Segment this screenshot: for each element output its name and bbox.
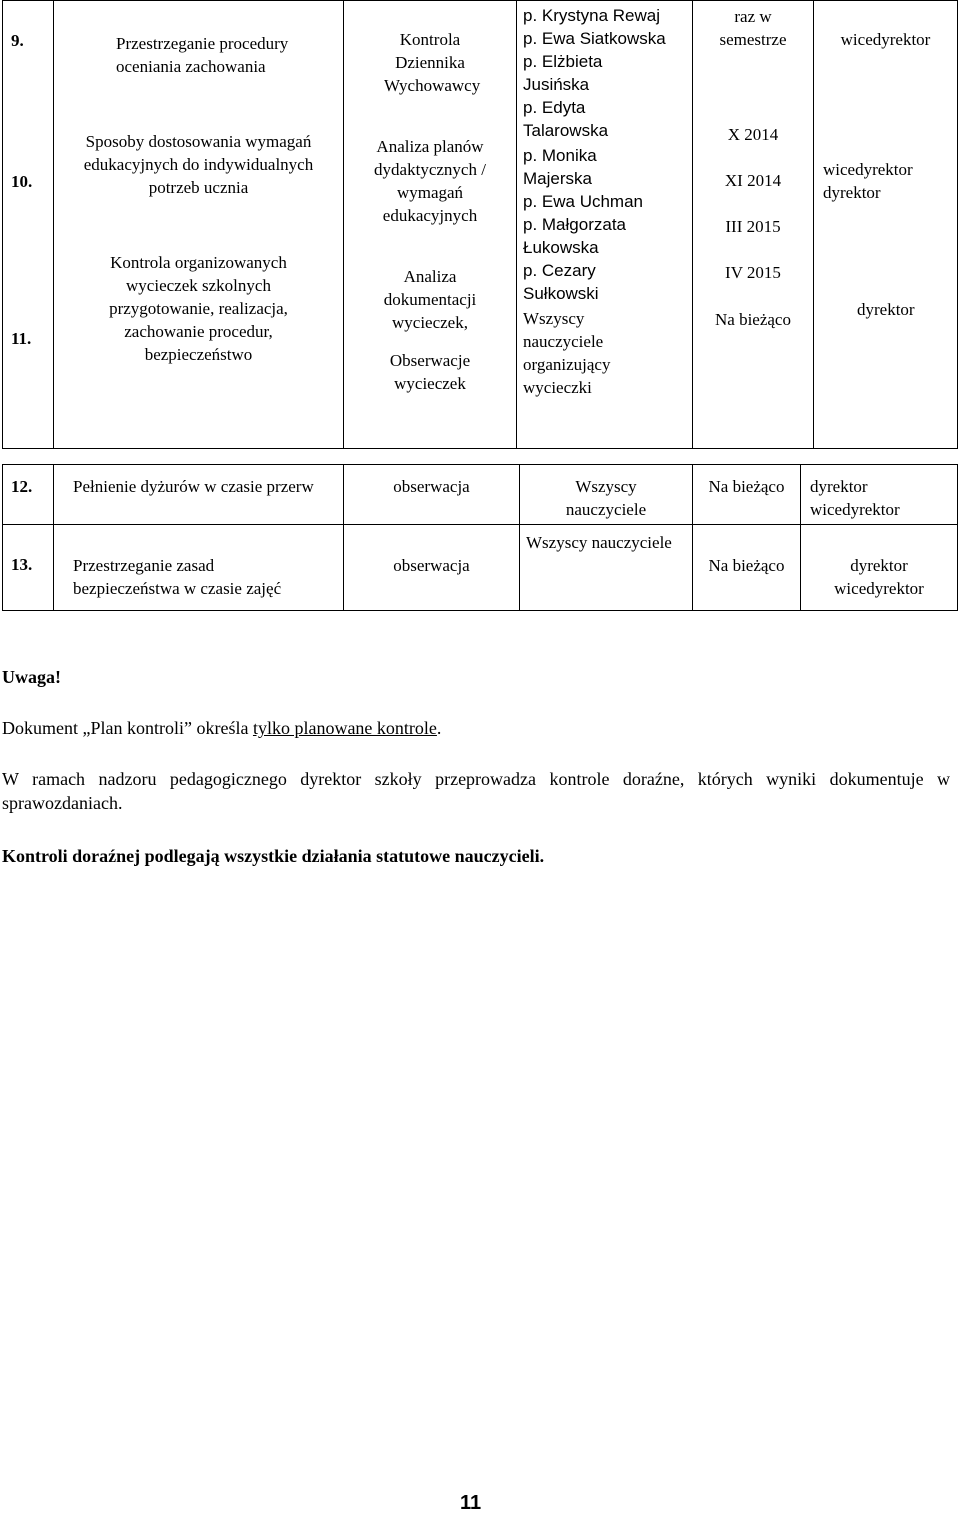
notes-paragraph-3: Kontroli doraźnej podlegają wszystkie działania statutowe nauczycieli. <box>2 846 545 866</box>
form-9: Kontrola Dziennika Wychowawcy <box>384 30 481 95</box>
form-13: obserwacja <box>344 525 520 611</box>
person: p. Małgorzata <box>523 215 626 234</box>
term-column <box>693 1 814 449</box>
resp-12-line2: wicedyrektor <box>810 500 900 519</box>
notes-heading: Uwaga! <box>2 667 61 687</box>
term-10-line3: III 2015 <box>725 217 781 236</box>
row-number-11: 11. <box>11 329 32 348</box>
row-number-10: 10. <box>11 172 33 191</box>
people-12: Wszyscy nauczyciele <box>520 465 693 525</box>
resp-9: wicedyrektor <box>840 30 931 49</box>
resp-12-line1: dyrektor <box>810 477 868 496</box>
people-11: Wszyscy nauczyciele organizujący wycieczki <box>523 309 611 397</box>
task-9: Przestrzeganie procedury oceniania zachowania <box>116 34 289 76</box>
person: p. Edyta <box>523 98 586 117</box>
control-plan-table-top <box>2 0 958 449</box>
resp-10-line2: dyrektor <box>823 183 881 202</box>
person: Jusińska <box>523 75 590 94</box>
resp-10 <box>814 158 957 204</box>
resp-13 <box>801 525 958 611</box>
notes-p1-underlined: tylko planowane kontrole <box>252 718 437 738</box>
task-11: Kontrola organizowanych wycieczek szkolnych przygotowanie, realizacja, zachowanie procedur, bezpieczeństwo <box>109 253 288 364</box>
person: p. Monika <box>523 146 597 165</box>
person: p. Ewa Siatkowska <box>523 29 666 48</box>
task-12: Pełnienie dyżurów w czasie przerw <box>54 465 344 525</box>
term-10-line2: XI 2014 <box>724 171 782 190</box>
term-13: Na bieżąco <box>693 525 801 611</box>
table-row <box>3 525 958 611</box>
task-column <box>54 1 344 449</box>
term-9 <box>693 5 813 51</box>
person: p. Ewa Uchman <box>523 192 643 211</box>
person: Łukowska <box>523 238 599 257</box>
form-column <box>344 1 517 449</box>
person: Sułkowski <box>523 284 599 303</box>
control-plan-table-bottom <box>2 464 958 611</box>
responsible-column <box>814 1 958 449</box>
notes-paragraph-2: W ramach nadzoru pedagogicznego dyrektor szkoły przeprowadza kontrole doraźne, których wyniki dokumentuje w sprawozdaniach. <box>2 769 950 813</box>
person: Majerska <box>523 169 592 188</box>
person: p. Elżbieta <box>523 52 603 71</box>
notes-p1-text: Dokument „Plan kontroli” określa <box>2 718 253 738</box>
form-12: obserwacja <box>344 465 520 525</box>
resp-12 <box>801 465 958 525</box>
term-10-line1: X 2014 <box>727 125 779 144</box>
resp-11: dyrektor <box>857 300 915 319</box>
table-row <box>3 1 958 449</box>
notes-paragraph-1 <box>2 716 950 740</box>
resp-13-line1: dyrektor <box>850 556 908 575</box>
row-number-9: 9. <box>11 31 24 50</box>
form-10: Analiza planów dydaktycznych / wymagań edukacyjnych <box>374 137 486 225</box>
term-11: Na bieżąco <box>715 310 791 329</box>
person: p. Cezary <box>523 261 596 280</box>
people-list <box>523 4 692 305</box>
people-column <box>517 1 693 449</box>
notes-p1-end: . <box>436 718 442 738</box>
form-11b: Obserwacje wycieczek <box>389 351 471 393</box>
task-13: Przestrzeganie zasad bezpieczeństwa w czasie zajęć <box>54 525 344 611</box>
row-number-12: 12. <box>3 465 54 525</box>
row-number-13: 13. <box>3 525 54 611</box>
person: Talarowska <box>523 121 609 140</box>
table-row <box>3 465 958 525</box>
page-number: 11 <box>460 1492 482 1514</box>
task-10: Sposoby dostosowania wymagań edukacyjnych do indywidualnych potrzeb ucznia <box>83 132 314 197</box>
term-10-line4: IV 2015 <box>725 263 781 282</box>
term-9-line2: semestrze <box>719 30 787 49</box>
people-13: Wszyscy nauczyciele <box>520 525 693 611</box>
person: p. Krystyna Rewaj <box>523 6 660 25</box>
row-numbers <box>3 1 54 449</box>
term-12: Na bieżąco <box>693 465 801 525</box>
form-11a: Analiza dokumentacji wycieczek, <box>383 267 477 332</box>
term-9-line1: raz w <box>734 7 772 26</box>
term-10 <box>693 123 813 284</box>
resp-13-line2: wicedyrektor <box>834 579 924 598</box>
resp-10-line1: wicedyrektor <box>823 160 913 179</box>
